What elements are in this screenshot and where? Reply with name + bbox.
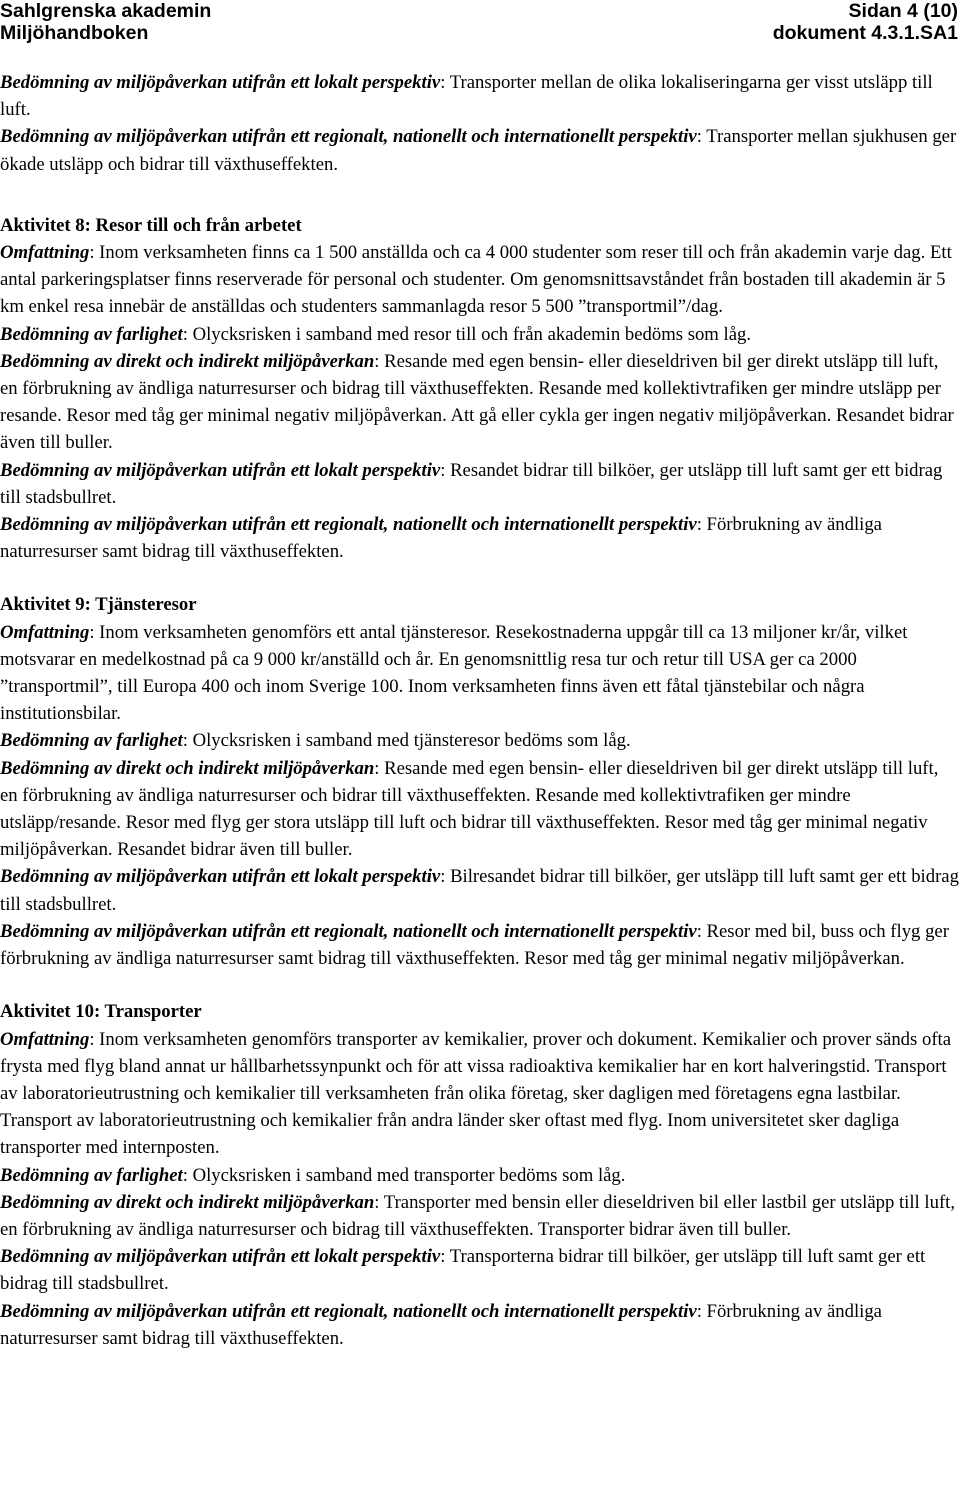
text: : Inom verksamheten genomförs transporter av kemikalier, prover och dokument. Kemikalier och prover sänds ofta frysta med flyg bland annat ur hållbarhetssynpunkt och för att vissa radioaktiva kemikalier har en kort halveringstid. Transport av laboratorieutrustning och kemikalier till verksamheten från olika företag, sker dagligen med företagens egna lastbilar. Transport av laboratorieutrustning och kemikalier från andra länder sker oftast med flyg. Inom universitetet sker dagliga transporter med internposten. <box>0 1028 952 1159</box>
scope-paragraph <box>0 239 960 321</box>
text: : Transporter med bensin eller dieseldriven bil eller lastbil ger utsläpp till luft, en förbrukning av ändliga naturresurser och bidrag till växthuseffekten. Transporter bidrar även till buller. <box>0 1191 956 1240</box>
label: Bedömning av miljöpåverkan utifrån ett regionalt, nationellt och internationellt perspektiv <box>0 1300 697 1322</box>
label: Bedömning av farlighet <box>0 1164 183 1186</box>
activity-8 <box>0 212 960 566</box>
label: Bedömning av miljöpåverkan utifrån ett lokalt perspektiv <box>0 1246 441 1268</box>
label: Omfattning <box>0 242 90 264</box>
text: : Resor med bil, buss och flyg ger förbrukning av ändliga naturresurser samt bidrag till växthuseffekten. Resor med tåg ger minimal negativ miljöpåverkan. <box>0 920 949 970</box>
hazard-assessment <box>0 727 960 754</box>
local-impact-assessment <box>0 457 960 511</box>
direct-impact-assessment <box>0 755 960 864</box>
regional-impact-assessment <box>0 918 960 972</box>
label: Bedömning av miljöpåverkan utifrån ett regionalt, nationellt och internationellt perspektiv <box>0 126 697 148</box>
page-number: Sidan 4 (10) <box>848 0 958 22</box>
header-right <box>773 0 958 44</box>
intro-regional-assessment <box>0 123 960 177</box>
label: Bedömning av miljöpåverkan utifrån ett regionalt, nationellt och internationellt perspektiv <box>0 920 697 942</box>
activity-9-title: Aktivitet 9: Tjänsteresor <box>0 594 197 616</box>
label: Bedömning av farlighet <box>0 323 183 345</box>
hazard-assessment <box>0 1162 960 1189</box>
direct-impact-assessment <box>0 348 960 457</box>
text: : Transporter mellan de olika lokaliseringarna ger visst utsläpp till luft. <box>0 72 933 121</box>
label: Bedömning av miljöpåverkan utifrån ett regionalt, nationellt och internationellt perspektiv <box>0 514 697 536</box>
intro-local-assessment <box>0 69 960 123</box>
label: Bedömning av farlighet <box>0 730 183 752</box>
label: Bedömning av direkt och indirekt miljöpåverkan <box>0 757 375 779</box>
text: : Resandet bidrar till bilköer, ger utsläpp till luft samt ger ett bidrag till stadsbullret. <box>0 459 943 508</box>
handbook-name: Miljöhandboken <box>0 22 149 44</box>
text: : Inom verksamheten genomförs ett antal tjänsteresor. Resekostnaderna uppgår till ca 13 miljoner kr/år, vilket motsvarar en medelkostnad på ca 9 000 kr/anställd och år. En genomsnittlig resa tur och retur till USA ger ca 2000 ”transportmil”, till Europa 400 och inom Sverige 100. Inom verksamheten finns även ett fåtal tjänstebilar och några institutionsbilar. <box>0 621 908 725</box>
text: : Transporterna bidrar till bilköer, ger utsläpp till luft samt ger ett bidrag till stadsbullret. <box>0 1246 926 1295</box>
text: : Resande med egen bensin- eller dieseldriven bil ger direkt utsläpp till luft, en förbrukning av ändliga naturresurser och bidrag till växthuseffekten. Resande med kollektivtrafiken ger mindre utsläpp per resande. Resor med tåg ger minimal negativ miljöpåverkan. Att gå eller cykla ger ingen negativ miljöpåverkan. Resandet bidrar även till buller. <box>0 350 954 454</box>
scope-paragraph <box>0 619 960 728</box>
activity-10-title: Aktivitet 10: Transporter <box>0 1001 202 1023</box>
regional-impact-assessment <box>0 1298 960 1352</box>
label: Bedömning av miljöpåverkan utifrån ett lokalt perspektiv <box>0 72 441 93</box>
activity-10 <box>0 998 960 1352</box>
regional-impact-assessment <box>0 511 960 565</box>
text: : Transporter mellan sjukhusen ger ökade utsläpp och bidrar till växthuseffekten. <box>0 126 957 175</box>
text: : Förbrukning av ändliga naturresurser samt bidrag till växthuseffekten. <box>0 514 882 563</box>
text: : Olycksrisken i samband med transporter bedöms som låg. <box>182 1164 626 1186</box>
text: : Resande med egen bensin- eller dieseldriven bil ger direkt utsläpp till luft, en förbrukning av ändliga naturresurser och bidrar till växthuseffekten. Resande med kollektivtrafiken ger mindre utsläpp/resande. Resor med flyg ger stora utsläpp till luft och bidrar till växthuseffekten. Resor med tåg ger minimal negativ miljöpåverkan. Resandet bidrar även till buller. <box>0 757 939 861</box>
text: : Olycksrisken i samband med resor till och från akademin bedöms som låg. <box>182 323 752 345</box>
label: Omfattning <box>0 1028 90 1050</box>
local-impact-assessment <box>0 1243 960 1297</box>
text: : Inom verksamheten finns ca 1 500 anställda och ca 4 000 studenter som reser till och från akademin varje dag. Ett antal parkeringsplatser finns reserverade för personal och studenter. Om genomsnittsavståndet från bostaden till akademin är 5 km enkel resa innebär de anställdas och studenters sammanlagda resor 5 500 ”transportmil”/dag. <box>0 242 952 318</box>
document-id: dokument 4.3.1.SA1 <box>772 22 958 44</box>
document-body <box>0 69 960 1352</box>
label: Bedömning av direkt och indirekt miljöpåverkan <box>0 350 375 372</box>
scope-paragraph <box>0 1026 960 1162</box>
activity-8-title: Aktivitet 8: Resor till och från arbetet <box>0 214 302 236</box>
label: Bedömning av direkt och indirekt miljöpåverkan <box>0 1191 375 1213</box>
hazard-assessment <box>0 321 960 348</box>
text: : Bilresandet bidrar till bilköer, ger utsläpp till luft samt ger ett bidrag till stadsbullret. <box>0 866 959 915</box>
text: : Förbrukning av ändliga naturresurser samt bidrag till växthuseffekten. <box>0 1300 882 1349</box>
label: Omfattning <box>0 621 90 643</box>
direct-impact-assessment <box>0 1189 960 1243</box>
header-left <box>0 0 211 44</box>
label: Bedömning av miljöpåverkan utifrån ett lokalt perspektiv <box>0 459 441 481</box>
org-name: Sahlgrenska akademin <box>0 0 212 22</box>
label: Bedömning av miljöpåverkan utifrån ett lokalt perspektiv <box>0 866 441 888</box>
page-header <box>0 0 960 46</box>
local-impact-assessment <box>0 863 960 917</box>
activity-9 <box>0 591 960 972</box>
text: : Olycksrisken i samband med tjänsteresor bedöms som låg. <box>182 730 631 752</box>
